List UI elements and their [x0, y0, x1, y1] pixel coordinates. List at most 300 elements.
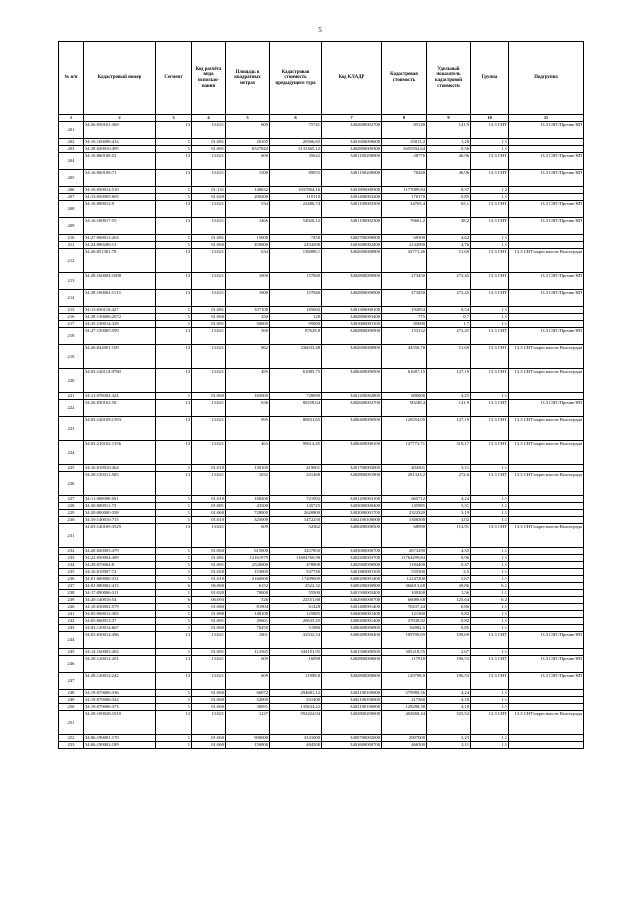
- cell-usage-code: 01:010: [192, 517, 226, 524]
- cell-area: 526: [226, 597, 270, 604]
- cell-usage-code: 01:060: [192, 393, 226, 400]
- cell-kladr-code: 3402900000900: [322, 562, 382, 569]
- cell-segment: 1: [156, 393, 192, 400]
- cell-previous-value: 55500: [270, 590, 322, 597]
- cell-area: 168200: [226, 496, 270, 503]
- table-row: [59, 369, 584, 393]
- cell-kladr-code: 3402800003400: [322, 314, 382, 321]
- cell-row-number: 242: [59, 618, 84, 625]
- cell-cadastral-number: 34:26:030102:58: [84, 400, 156, 417]
- cell-cadastral-value: 34763,4: [382, 201, 427, 218]
- cell-cadastral-number: 34:27:060013:263: [84, 235, 156, 242]
- cell-subgroup: 13.3 СНТ/окрестности Волгограда: [509, 472, 584, 496]
- cell-cadastral-number: 34:11:000000:691: [84, 496, 156, 503]
- cell-area: 6527844: [226, 146, 270, 153]
- table-row: [59, 711, 584, 735]
- cell-cadastral-number: 34:16:180017:55: [84, 218, 156, 235]
- cell-segment: 1: [156, 611, 192, 618]
- cell-unit-value: 3,23: [427, 735, 471, 742]
- table-row: [59, 314, 584, 321]
- cell-group: 1.1: [471, 510, 509, 517]
- cell-subgroup: [509, 307, 584, 314]
- cell-row-number: 251: [59, 711, 84, 735]
- cell-previous-value: 61085,75: [270, 369, 322, 393]
- cell-segment: 1: [156, 548, 192, 555]
- cell-usage-code: 01:081: [192, 562, 226, 569]
- cell-cadastral-value: 37638,82: [382, 618, 427, 625]
- cell-segment: 1: [156, 562, 192, 569]
- cell-previous-value: 2434500: [270, 242, 322, 249]
- cell-row-number: 215: [59, 307, 84, 314]
- cell-area: 43500: [226, 503, 270, 510]
- cell-row-number: 204: [59, 153, 84, 170]
- cell-kladr-code: 3404000001400: [322, 611, 382, 618]
- cell-unit-value: 3,31: [427, 503, 471, 510]
- table-row: [59, 201, 584, 218]
- cell-usage-code: 01:080: [192, 611, 226, 618]
- table-row: [59, 441, 584, 465]
- cell-row-number: 244: [59, 632, 84, 649]
- cell-previous-value: 52362: [270, 524, 322, 548]
- cell-cadastral-value: 25811,2: [382, 139, 427, 146]
- cell-kladr-code: 3402900000700: [322, 597, 382, 604]
- cell-cadastral-value: 129798,8: [382, 673, 427, 690]
- cell-group: 1.1: [471, 321, 509, 328]
- cell-segment: 13: [156, 249, 192, 273]
- column-number: 7: [322, 115, 382, 122]
- cell-previous-value: 110110: [270, 194, 322, 201]
- cell-area: 148100: [226, 611, 270, 618]
- cell-segment: 13: [156, 328, 192, 345]
- cell-group: 13.3 СНТ: [471, 400, 509, 417]
- cell-subgroup: 13.3 СНТ/окрестности Волгограда: [509, 441, 584, 465]
- cell-previous-value: 35622: [270, 153, 322, 170]
- cell-previous-value: 484500: [270, 742, 322, 749]
- cell-unit-value: 196,53: [427, 656, 471, 673]
- cell-usage-code: 01:060: [192, 742, 226, 749]
- cell-group: 1.1: [471, 618, 509, 625]
- cell-segment: 13: [156, 369, 192, 393]
- cell-group: 13.3 СНТ: [471, 170, 509, 187]
- cell-previous-value: 99614,45: [270, 441, 322, 465]
- cell-row-number: 219: [59, 345, 84, 369]
- cell-subgroup: [509, 742, 584, 749]
- cell-cadastral-value: 70440: [382, 170, 427, 187]
- cell-cadastral-number: 34:06:190002:189: [84, 742, 156, 749]
- cell-unit-value: 114,91: [427, 524, 471, 548]
- cell-row-number: 238: [59, 590, 84, 597]
- cell-segment: 1: [156, 194, 192, 201]
- cell-row-number: 245: [59, 649, 84, 656]
- cell-cadastral-value: 128288,38: [382, 704, 427, 711]
- cell-area: 862: [226, 345, 270, 369]
- table-row: [59, 321, 584, 328]
- cell-area: 130100: [226, 465, 270, 472]
- cell-segment: 1: [156, 590, 192, 597]
- cell-kladr-code: 3402100100000: [322, 517, 382, 524]
- cell-segment: 13: [156, 441, 192, 465]
- cell-group: 13.3 СНТ: [471, 673, 509, 690]
- cell-previous-value: 11998,8: [270, 673, 322, 690]
- cell-subgroup: [509, 503, 584, 510]
- cell-kladr-code: 3401300000100: [322, 307, 382, 314]
- cell-previous-value: 478800: [270, 562, 322, 569]
- cell-row-number: 226: [59, 472, 84, 496]
- cell-usage-code: 13:021: [192, 524, 226, 548]
- cell-cadastral-value: 404301: [382, 465, 427, 472]
- cell-kladr-code: 3402800200000: [322, 711, 382, 735]
- cell-area: 615000: [226, 548, 270, 555]
- cell-kladr-code: 3402800001900: [322, 472, 382, 496]
- cell-group: 1.1: [471, 697, 509, 704]
- cell-area: 70000: [226, 590, 270, 597]
- cell-kladr-code: 3402800000900: [322, 290, 382, 307]
- cell-usage-code: 13:021: [192, 218, 226, 235]
- table-row: [59, 562, 584, 569]
- cell-cadastral-value: 126554,05: [382, 417, 427, 441]
- cell-previous-value: 120: [270, 314, 322, 321]
- cell-row-number: 239: [59, 597, 84, 604]
- table-row: [59, 235, 584, 242]
- cell-subgroup: 13.3 СНТ/окрестности Волгограда: [509, 711, 584, 735]
- cell-row-number: 222: [59, 400, 84, 417]
- cell-cadastral-number: 34:16:010010:464: [84, 465, 156, 472]
- cell-unit-value: 48,2: [427, 218, 471, 235]
- cell-unit-value: 8,37: [427, 187, 471, 194]
- cell-kladr-code: 3401500000500: [322, 649, 382, 656]
- cell-row-number: 234: [59, 562, 84, 569]
- cell-usage-code: 01:081: [192, 307, 226, 314]
- cell-subgroup: 13.3 СНТ/Прочие НП: [509, 673, 584, 690]
- table-row: [59, 170, 584, 187]
- cell-unit-value: 0,82: [427, 611, 471, 618]
- cell-usage-code: 01:060: [192, 510, 226, 517]
- cell-group: 13.3 СНТ: [471, 328, 509, 345]
- cell-usage-code: 01:081: [192, 146, 226, 153]
- cell-kladr-code: 3401400001400: [322, 604, 382, 611]
- column-number: 4: [192, 115, 226, 122]
- cell-row-number: 214: [59, 290, 84, 307]
- cell-unit-value: 127,19: [427, 369, 471, 393]
- cell-area: 250: [226, 314, 270, 321]
- cell-previous-value: 2620800: [270, 510, 322, 517]
- cell-area: 15000: [226, 235, 270, 242]
- cell-usage-code: 13:021: [192, 122, 226, 139]
- cell-subgroup: [509, 625, 584, 632]
- cell-cadastral-value: 2673290: [382, 548, 427, 555]
- cell-cadastral-number: 34:13:030110:427: [84, 307, 156, 314]
- cell-unit-value: 3,11: [427, 465, 471, 472]
- cell-subgroup: 13.3 СНТ/Прочие НП: [509, 632, 584, 649]
- cell-subgroup: 13.3 СНТ/Прочие НП: [509, 273, 584, 290]
- cell-usage-code: 13:021: [192, 711, 226, 735]
- cell-cadastral-value: 2322320: [382, 510, 427, 517]
- cell-row-number: 203: [59, 146, 84, 153]
- cell-area: 66072: [226, 690, 270, 697]
- cell-previous-value: 51986: [270, 625, 322, 632]
- column-number: 10: [471, 115, 509, 122]
- cell-subgroup: [509, 548, 584, 555]
- cell-area: 463: [226, 441, 270, 465]
- cell-subgroup: [509, 194, 584, 201]
- cell-subgroup: [509, 604, 584, 611]
- cell-row-number: 243: [59, 625, 84, 632]
- cell-area: 1466: [226, 218, 270, 235]
- cell-cadastral-number: 34:22:050004:409: [84, 555, 156, 562]
- cell-group: 13.3 СНТ: [471, 290, 509, 307]
- cell-group: 1.1: [471, 146, 509, 153]
- cell-segment: 6: [156, 597, 192, 604]
- cell-previous-value: 16098: [270, 656, 322, 673]
- table-row: [59, 194, 584, 201]
- cell-cadastral-number: 34:11:070002:424: [84, 393, 156, 400]
- cell-kladr-code: 3402600002700: [322, 400, 382, 417]
- cell-segment: 1: [156, 465, 192, 472]
- cell-group: 1.1: [471, 314, 509, 321]
- cell-previous-value: 419601: [270, 465, 322, 472]
- cell-usage-code: 01:060: [192, 625, 226, 632]
- cell-usage-code: 01:081: [192, 503, 226, 510]
- header-cadastral-value: Кадастровая стоимость: [382, 42, 427, 115]
- cell-unit-value: 4,18: [427, 697, 471, 704]
- table-row: [59, 742, 584, 749]
- header-cadastral-number: Кадастровый номер: [84, 42, 156, 115]
- table-row: [59, 673, 584, 690]
- table-row: [59, 218, 584, 235]
- header-unit-value: Удельный показатель кадастровой стоимости: [427, 42, 471, 115]
- cell-row-number: 209: [59, 218, 84, 235]
- cell-cadastral-number: 34:20:140016:54: [84, 597, 156, 604]
- cell-group: 1.1: [471, 242, 509, 249]
- column-number: 9: [427, 115, 471, 122]
- cell-group: 13.3 СНТ: [471, 273, 509, 290]
- cell-segment: 13: [156, 417, 192, 441]
- cell-cadastral-value: 1177089,84: [382, 187, 427, 194]
- cell-unit-value: 3,11: [427, 742, 471, 749]
- cell-unit-value: 4,35: [427, 548, 471, 555]
- cell-group: 1.1: [471, 194, 509, 201]
- cell-previous-value: 136088,1: [270, 249, 322, 273]
- cell-kladr-code: 3400400000500: [322, 417, 382, 441]
- cell-kladr-code: 3401100200000: [322, 170, 382, 187]
- cell-subgroup: [509, 146, 584, 153]
- cell-usage-code: 01:010: [192, 496, 226, 503]
- cell-row-number: 202: [59, 139, 84, 146]
- table-row: [59, 465, 584, 472]
- cell-usage-code: 13:021: [192, 472, 226, 496]
- cell-cadastral-number: 34:16:050014:510: [84, 187, 156, 194]
- cell-kladr-code: 3400400000500: [322, 524, 382, 548]
- cell-kladr-code: 3402100100000: [322, 704, 382, 711]
- cell-unit-value: 49,86: [427, 583, 471, 590]
- cell-row-number: 225: [59, 465, 84, 472]
- cell-cadastral-value: 109709,69: [382, 632, 427, 649]
- table-row: [59, 146, 584, 153]
- cell-usage-code: 13:021: [192, 400, 226, 417]
- cell-area: 200200: [226, 194, 270, 201]
- cell-unit-value: 0,82: [427, 618, 471, 625]
- cell-previous-value: 1472250: [270, 517, 322, 524]
- cell-previous-value: 87628,8: [270, 328, 322, 345]
- cell-cadastral-value: 2907000: [382, 735, 427, 742]
- cell-group: 1.1: [471, 625, 509, 632]
- cell-previous-value: 157840: [270, 290, 322, 307]
- cell-cadastral-value: 70661,2: [382, 218, 427, 235]
- cell-kladr-code: 3402200003700: [322, 555, 382, 562]
- cell-cadastral-value: 12247200: [382, 576, 427, 583]
- cell-group: 1.1: [471, 690, 509, 697]
- cell-previous-value: 3141000: [270, 735, 322, 742]
- header-segment: Сегмент: [156, 42, 192, 115]
- header-usage-code: Код расчёта вида использо-вания: [192, 42, 226, 115]
- cell-cadastral-number: 34:14:160003:402: [84, 649, 156, 656]
- cell-kladr-code: 3403000000700: [322, 548, 382, 555]
- cell-segment: 1: [156, 649, 192, 656]
- cell-kladr-code: 3400400000100: [322, 441, 382, 465]
- cell-segment: 1: [156, 510, 192, 517]
- table-row: [59, 576, 584, 583]
- cell-cadastral-value: 273450: [382, 290, 427, 307]
- cell-cadastral-value: 32771,46: [382, 249, 427, 273]
- cell-previous-value: 547740: [270, 569, 322, 576]
- cell-cadastral-number: 34:02:080002:413: [84, 583, 156, 590]
- cell-usage-code: 06:093: [192, 597, 226, 604]
- table-row: [59, 524, 584, 548]
- cell-cadastral-value: 775: [382, 314, 427, 321]
- cell-kladr-code: 3402800000600: [322, 656, 382, 673]
- cell-cadastral-value: 402668,24: [382, 711, 427, 735]
- cell-unit-value: 51,69: [427, 345, 471, 369]
- cell-previous-value: 89055: [270, 170, 322, 187]
- cell-unit-value: 3,5: [427, 569, 471, 576]
- table-row: [59, 242, 584, 249]
- cell-cadastral-number: 34:28:120012:242: [84, 673, 156, 690]
- cell-cadastral-value: 2142000: [382, 242, 427, 249]
- cell-subgroup: [509, 583, 584, 590]
- cell-area: 2520000: [226, 562, 270, 569]
- table-row: [59, 328, 584, 345]
- cell-subgroup: [509, 649, 584, 656]
- cell-kladr-code: 3403000000400: [322, 503, 382, 510]
- table-row: [59, 590, 584, 597]
- cell-unit-value: 141,9: [427, 122, 471, 139]
- cell-kladr-code: 3401200002800: [322, 393, 382, 400]
- cell-segment: 1: [156, 187, 192, 194]
- cell-group: 13.3 СНТ: [471, 632, 509, 649]
- cell-usage-code: 13:021: [192, 417, 226, 441]
- cell-subgroup: [509, 187, 584, 194]
- cell-usage-code: 01:020: [192, 590, 226, 597]
- cell-group: 6.1: [471, 583, 509, 590]
- cell-unit-value: 4,02: [427, 517, 471, 524]
- cell-cadastral-value: 3655592,64: [382, 146, 427, 153]
- cell-cadastral-value: 85000: [382, 321, 427, 328]
- cell-subgroup: 13.3 СНТ/окрестности Волгограда: [509, 369, 584, 393]
- header-kladr-code: Код КЛАДР: [322, 42, 382, 115]
- cell-previous-value: 231400: [270, 697, 322, 704]
- cell-area: 337100: [226, 307, 270, 314]
- table-row: [59, 187, 584, 194]
- cell-subgroup: [509, 139, 584, 146]
- cell-subgroup: 13.3 СНТ/окрестности Волгограда: [509, 524, 584, 548]
- cell-previous-value: 3437850: [270, 548, 322, 555]
- cell-unit-value: 51,69: [427, 249, 471, 273]
- table-row: [59, 611, 584, 618]
- cell-area: 485: [226, 369, 270, 393]
- cell-segment: 1: [156, 496, 192, 503]
- cell-previous-value: 80258,64: [270, 400, 322, 417]
- cell-segment: 13: [156, 524, 192, 548]
- cell-cadastral-number: 34:30:000011:73: [84, 503, 156, 510]
- cell-area: 1032: [226, 472, 270, 496]
- cell-row-number: 201: [59, 122, 84, 139]
- column-number: 5: [226, 115, 270, 122]
- cell-unit-value: 1,56: [427, 590, 471, 597]
- cell-unit-value: 0,86: [427, 604, 471, 611]
- cell-unit-value: 1,28: [427, 139, 471, 146]
- table-row: [59, 697, 584, 704]
- cell-usage-code: 01:081: [192, 235, 226, 242]
- cell-group: 1.1: [471, 604, 509, 611]
- cell-cadastral-number: 34:03:120014:667: [84, 625, 156, 632]
- cell-usage-code: 01:060: [192, 314, 226, 321]
- cell-row-number: 230: [59, 517, 84, 524]
- cell-previous-value: 125885: [270, 611, 322, 618]
- cell-subgroup: 13.3 СНТ/Прочие НП: [509, 122, 584, 139]
- cell-segment: 1: [156, 569, 192, 576]
- table-row: [59, 122, 584, 139]
- cell-usage-code: 01:010: [192, 465, 226, 472]
- cell-cadastral-value: 1184400: [382, 562, 427, 569]
- cell-previous-value: 54926,12: [270, 218, 322, 235]
- cell-row-number: 246: [59, 656, 84, 673]
- table-row: [59, 690, 584, 697]
- cell-area: 140632: [226, 187, 270, 194]
- cell-segment: 1: [156, 576, 192, 583]
- cell-segment: 1: [156, 618, 192, 625]
- cell-row-number: 237: [59, 583, 84, 590]
- cell-cadastral-value: 70437,44: [382, 604, 427, 611]
- cell-usage-code: 01:060: [192, 704, 226, 711]
- cell-kladr-code: 3401200003100: [322, 496, 382, 503]
- cell-group: 1.1: [471, 649, 509, 656]
- table-row: [59, 400, 584, 417]
- table-row: [59, 625, 584, 632]
- cell-cadastral-value: 109200: [382, 590, 427, 597]
- cell-group: 1.1: [471, 548, 509, 555]
- cell-cadastral-value: 665712: [382, 496, 427, 503]
- cell-unit-value: 109,69: [427, 632, 471, 649]
- cell-usage-code: 01:081: [192, 555, 226, 562]
- column-number: 1: [59, 115, 84, 122]
- cell-cadastral-number: 34:20:000000:358: [84, 510, 156, 517]
- cell-row-number: 220: [59, 369, 84, 393]
- cell-usage-code: 13:021: [192, 249, 226, 273]
- cell-group: 1.2: [471, 187, 509, 194]
- cell-kladr-code: 3402000001700: [322, 510, 382, 517]
- cell-cadastral-number: 34:28:160004:1008: [84, 273, 156, 290]
- page-number: 5: [318, 26, 322, 34]
- cell-kladr-code: 3401800000300: [322, 187, 382, 194]
- cell-segment: 1: [156, 517, 192, 524]
- cell-segment: 1: [156, 503, 192, 510]
- column-number: 8: [382, 115, 427, 122]
- cell-unit-value: 0,56: [427, 146, 471, 153]
- cell-area: 995: [226, 417, 270, 441]
- cell-unit-value: 141,9: [427, 400, 471, 417]
- cell-cadastral-value: 145985: [382, 503, 427, 510]
- cell-kladr-code: 3401700003000: [322, 465, 382, 472]
